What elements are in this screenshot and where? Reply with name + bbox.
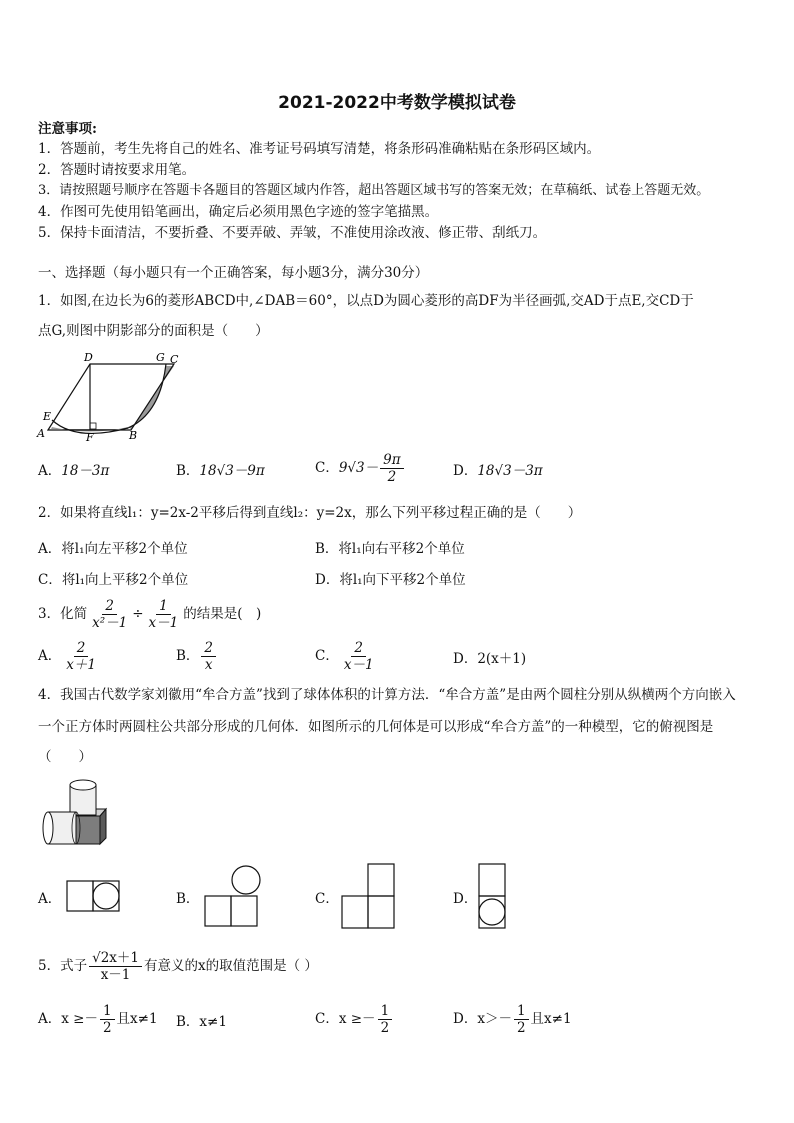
question-4-stem-line3: （ ） xyxy=(38,749,92,765)
q2-option-a[interactable]: A．将l₁向左平移2个单位 xyxy=(38,541,188,557)
q4-option-c-label[interactable]: C． xyxy=(315,891,339,907)
question-4-stem-line2: 一个正方体时两圆柱公共部分形成的几何体．如图所示的几何体是可以形成“牟合方盖”的一种模型，它的俯视图是 xyxy=(38,719,714,735)
label-g: G xyxy=(156,351,165,364)
rhombus-figure xyxy=(36,352,196,444)
q4-option-a-label[interactable]: A． xyxy=(38,891,62,907)
q4-option-b-figure[interactable] xyxy=(204,860,260,930)
label-f: F xyxy=(86,431,94,444)
q4-option-d-figure[interactable] xyxy=(477,862,509,932)
q5-option-d[interactable]: D．x＞－ $\frac{1}{2}$ 且x≠1 xyxy=(453,1003,572,1036)
notice-item: 5．保持卡面清洁，不要折叠、不要弄破、弄皱，不准使用涂改液、修正带、刮纸刀。 xyxy=(38,225,547,241)
q4-option-b-label[interactable]: B． xyxy=(176,891,200,907)
q5-option-c[interactable]: C．x ≥－ $\frac{1}{2}$ xyxy=(315,1003,394,1036)
page-title: 2021-2022中考数学模拟试卷 xyxy=(278,93,516,113)
question-4-stem-line1: 4．我国古代数学家刘徽用“牟合方盖”找到了球体体积的计算方法．“牟合方盖”是由两个圆柱分别从纵横两个方向嵌入 xyxy=(38,687,736,703)
notice-item: 4．作图可先使用铅笔画出，确定后必须用黑色字迹的签字笔描黑。 xyxy=(38,204,439,220)
notice-item: 3．请按照题号顺序在答题卡各题目的答题区域内作答，超出答题区域书写的答案无效；在草稿纸、试卷上答题无效。 xyxy=(38,183,710,198)
q4-option-c-figure[interactable] xyxy=(341,862,397,930)
q1-option-a[interactable]: A．18－3π xyxy=(38,463,110,479)
notice-item: 2．答题时请按要求用笔。 xyxy=(38,162,196,178)
label-c: C xyxy=(170,353,179,366)
q1-option-b[interactable]: B．18√3－9π xyxy=(176,463,265,479)
q5-option-a[interactable]: A．x ≥－ $\frac{1}{2}$ 且x≠1 xyxy=(38,1003,158,1036)
label-a: A xyxy=(37,427,45,440)
q2-option-d[interactable]: D．将l₁向下平移2个单位 xyxy=(315,572,466,588)
notice-item: 1．答题前，考生先将自己的姓名、准考证号码填写清楚，将条形码准确粘贴在条形码区域内。 xyxy=(38,141,601,157)
q4-option-d-label[interactable]: D． xyxy=(453,891,478,907)
q3-option-d[interactable]: D．2(x＋1) xyxy=(453,651,527,667)
q2-option-b[interactable]: B．将l₁向右平移2个单位 xyxy=(315,541,465,557)
notice-heading: 注意事项: xyxy=(38,121,97,137)
q4-option-a-figure[interactable] xyxy=(66,880,122,914)
question-5-stem: 5．式子 $\frac{√2x+1}{x-1}$ 有意义的x的取值范围是（ ） xyxy=(38,950,318,983)
q1-option-d[interactable]: D．18√3－3π xyxy=(453,463,543,479)
cylinder-model-figure xyxy=(40,776,104,848)
section-heading: 一、选择题（每小题只有一个正确答案，每小题3分，满分30分） xyxy=(38,265,429,281)
label-d: D xyxy=(84,351,93,364)
label-b: B xyxy=(129,429,138,442)
q3-option-a[interactable]: A． $\frac{2}{x+1}$ xyxy=(38,640,96,673)
q1-option-c[interactable]: C．9√3－ $\frac{9\pi}{2}$ xyxy=(315,452,406,485)
question-2-stem: 2．如果将直线l₁：y=2x-2平移后得到直线l₂：y=2x，那么下列平移过程正确的是（ ） xyxy=(38,505,582,521)
label-e: E xyxy=(43,410,52,423)
q2-option-c[interactable]: C．将l₁向上平移2个单位 xyxy=(38,572,189,588)
question-1-stem-line2: 点G,则图中阴影部分的面积是（ ） xyxy=(38,323,269,339)
question-1-stem-line1: 1．如图,在边长为6的菱形ABCD中,∠DAB＝60°，以点D为圆心菱形的高DF为半径画弧,交AD于点E,交CD于 xyxy=(38,293,694,309)
q5-option-b[interactable]: B．x≠1 xyxy=(176,1014,227,1030)
q3-option-b[interactable]: B． $\frac{2}{x}$ xyxy=(176,640,218,673)
question-3-stem: 3．化简 $\frac{2}{\text{x²－1}}$ ÷ $\frac{1}{x-1}$ 的结果是( ) xyxy=(38,598,262,631)
q3-option-c[interactable]: C． $\frac{2}{x-1}$ xyxy=(315,640,374,673)
